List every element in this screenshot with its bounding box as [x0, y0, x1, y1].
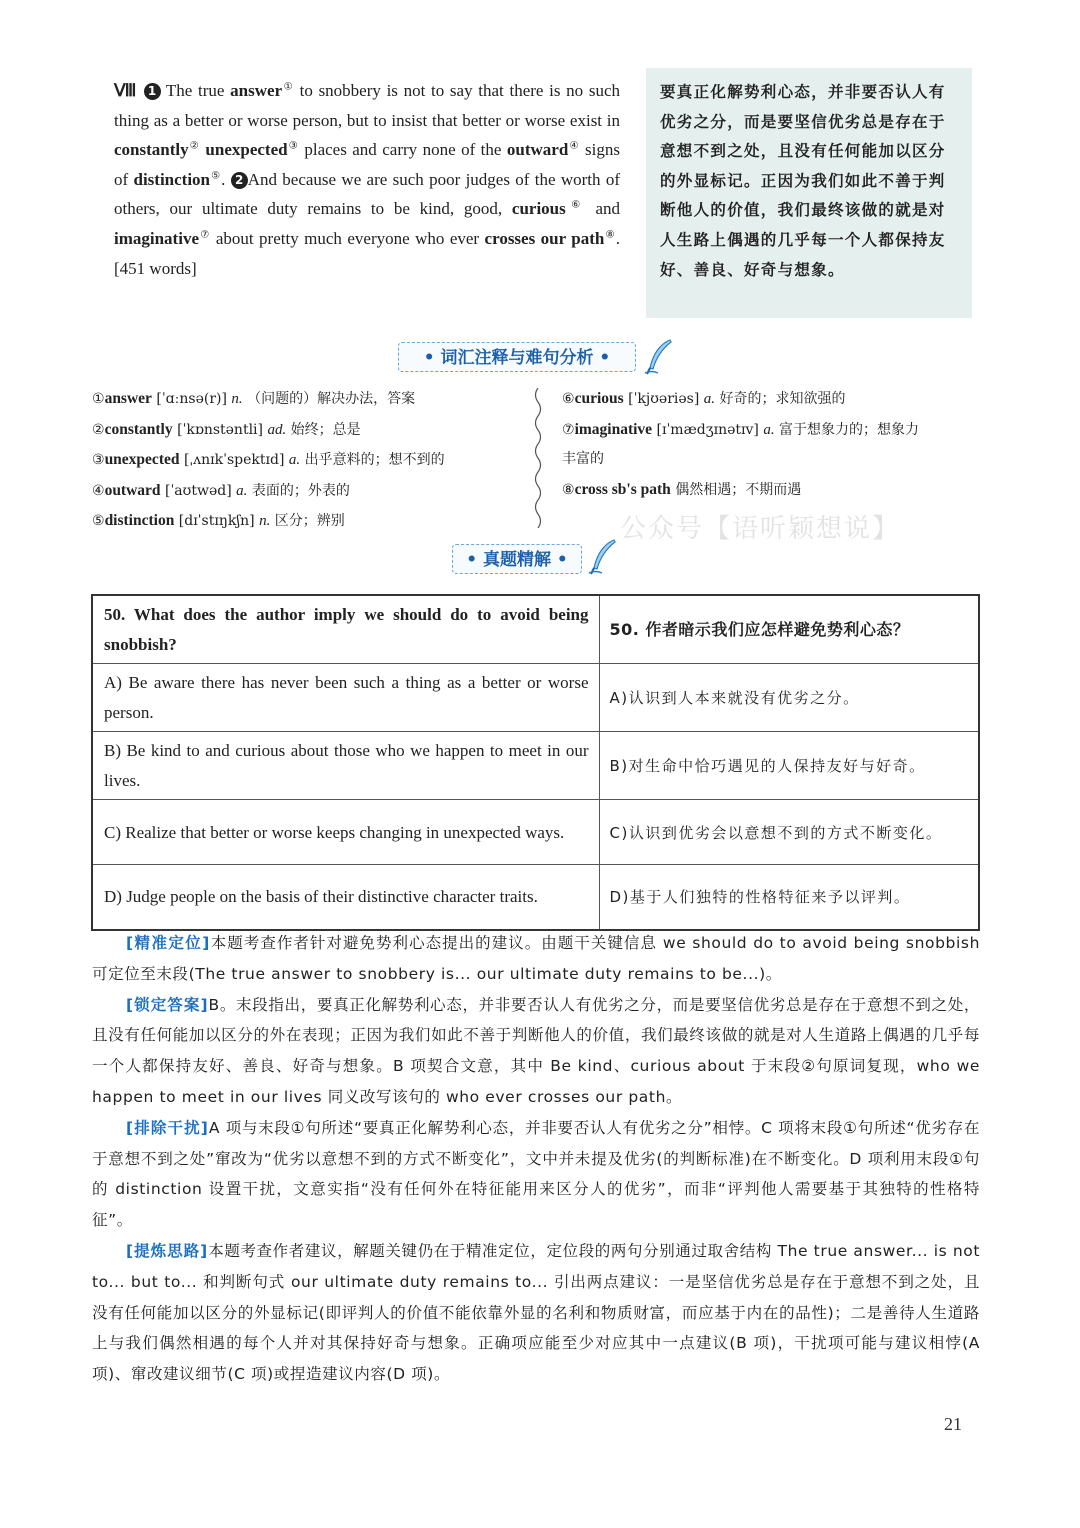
note-ref: ③ — [287, 140, 299, 152]
vocab-definition: （问题的）解决办法，答案 — [247, 391, 416, 407]
vocab-part-of-speech: a. — [236, 482, 248, 499]
keyword-answer: answer — [230, 81, 283, 100]
wavy-divider — [532, 388, 544, 528]
option-b-zh: B)对生命中恰巧遇见的人保持友好与好奇。 — [599, 732, 979, 800]
analysis-paragraph — [92, 1236, 980, 1390]
section-marker: Ⅷ — [114, 81, 138, 100]
vocab-number: ② — [92, 421, 105, 438]
vocab-word: cross sb's path — [574, 480, 671, 498]
table-row — [92, 865, 979, 930]
question-zh: 50. 作者暗示我们应怎样避免势利心态？ — [599, 595, 979, 664]
vocab-part-of-speech: a. — [288, 452, 301, 468]
feather-pen-icon — [588, 538, 618, 576]
vocab-definition: 表面的；外表的 — [251, 482, 350, 499]
option-a-zh: A)认识到人本来就没有优劣之分。 — [599, 664, 979, 732]
page-number: 21 — [944, 1414, 962, 1434]
watermark: 公众号【语听颖想说】 — [620, 514, 901, 544]
vocab-word: unexpected — [104, 451, 180, 468]
feather-pen-icon — [644, 338, 674, 376]
vocab-entry — [562, 445, 919, 475]
vocab-list-right — [562, 384, 919, 505]
passage-text: The true — [165, 81, 231, 100]
sentence-marker-1: 1 — [144, 83, 161, 100]
note-ref: ⑤ — [210, 170, 222, 182]
vocab-phonetic: [ˈkjʊəriəs] — [628, 391, 700, 407]
vocab-phonetic: [ɪˈmædʒɪnətɪv] — [656, 421, 759, 438]
table-row — [92, 664, 979, 732]
vocab-number: ⑤ — [92, 513, 105, 529]
option-d-zh: D)基于人们独特的性格特征来予以评判。 — [599, 865, 979, 930]
note-ref: ⑧ — [604, 229, 616, 241]
tag-answer: [锁定答案] — [126, 995, 209, 1014]
vocab-entry — [562, 384, 919, 415]
vocab-definition: 偶然相遇；不期而遇 — [675, 481, 802, 498]
note-ref: ① — [282, 81, 294, 93]
vocab-word: answer — [104, 390, 152, 407]
passage-text: about pretty much everyone who ever — [210, 228, 485, 248]
tag-locate: [精准定位] — [126, 934, 211, 952]
vocab-part-of-speech: n. — [259, 513, 271, 529]
vocab-entry — [562, 475, 919, 506]
vocab-section-header: • 词汇注释与难句分析 • — [398, 342, 636, 372]
keyword-unexpected: unexpected — [205, 140, 288, 160]
vocab-number: ③ — [92, 452, 105, 468]
passage-paragraph — [114, 76, 620, 283]
vocab-number: ⑦ — [562, 421, 575, 438]
keyword-outward: outward — [506, 140, 569, 160]
vocab-word: imaginative — [574, 420, 653, 438]
translation-box: 要真正化解势利心态，并非要否认人有优劣之分，而是要坚信优劣总是存在于意想不到之处，且没有任何能加以区分的外显标记。正因为我们如此不善于判断他人的价值，我们最终该做的就是对人生路上偶遇的几乎每一个人都保持友好、善良、好奇与想象。 — [646, 68, 972, 318]
vocab-definition: 区分；辨别 — [274, 513, 345, 529]
vocab-entry — [92, 415, 445, 446]
keyword-constantly: constantly — [114, 140, 189, 160]
note-ref: ④ — [568, 140, 580, 152]
vocab-entry — [562, 415, 919, 446]
analysis-section — [92, 928, 980, 1390]
keyword-curious: curious — [511, 199, 566, 219]
vocab-definition: 出乎意料的；想不到的 — [304, 452, 445, 468]
vocab-part-of-speech: ad. — [267, 421, 287, 438]
vocab-number: ⑥ — [562, 391, 575, 407]
question-table — [91, 594, 980, 931]
analysis-text: A 项与末段①句所述“要真正化解势利心态，并非要否认人有优劣之分”相悖。C 项将末段①句所述“优劣存在于意想不到之处”窜改为“优劣以意想不到的方式不断变化”，文中并未提及优劣(的判断标准)在不断变化。D 项利用末段①句的 distinction 设置干扰，文意实指“没有任何外在特征能用来区分人的优劣”，而非“评判他人需要基于其独特的性格特征”。 — [92, 1118, 981, 1230]
passage-text: to snobbery is not to say that there is no such thing as a better or worse person, but to insist that better or worse exist in — [114, 81, 621, 130]
table-row — [92, 800, 979, 865]
note-ref: ⑦ — [199, 229, 211, 241]
passage-text: And because we are such poor judges of the worth of others, our ultimate duty remains to be kind, good, — [114, 169, 621, 219]
note-ref: ⑥ — [565, 199, 586, 211]
vocab-entry — [92, 384, 445, 415]
table-row — [92, 595, 979, 664]
analysis-paragraph — [92, 928, 980, 990]
vocab-word: distinction — [104, 512, 175, 529]
note-ref: ② — [188, 140, 200, 152]
table-row — [92, 732, 979, 800]
vocab-definition: 丰富的 — [562, 451, 604, 467]
vocab-entry — [92, 476, 445, 507]
vocab-entry — [92, 445, 445, 476]
option-b-en: B) Be kind to and curious about those who we happen to meet in our lives. — [92, 732, 599, 800]
passage-text: . [451 words] — [114, 228, 620, 278]
analysis-paragraph — [92, 990, 980, 1113]
vocab-entry — [92, 506, 445, 537]
vocab-part-of-speech: a. — [703, 391, 716, 407]
analysis-text: 本题考查作者针对避免势利心态提出的建议。由题干关键信息 we should do to avoid being snobbish 可定位至末段(The true answer to snobbery is... our ultimate duty remains to be...)。 — [92, 934, 981, 983]
vocab-number: ⑧ — [562, 481, 575, 498]
passage-text: and — [585, 199, 621, 219]
vocab-definition: 富于想象力的；想象力 — [779, 421, 920, 438]
keyword-imaginative: imaginative — [114, 228, 199, 248]
passage-text: places and carry none of the — [298, 140, 507, 160]
vocab-number: ① — [92, 391, 105, 407]
vocab-word: curious — [574, 390, 624, 407]
vocab-word: outward — [104, 481, 161, 499]
sentence-marker-2: 2 — [231, 172, 248, 189]
vocab-phonetic: [ˈɑːnsə(r)] — [156, 391, 227, 407]
keyword-distinction: distinction — [133, 169, 211, 189]
vocab-word: constantly — [104, 420, 173, 438]
tag-refine: [提炼思路] — [126, 1241, 209, 1260]
vocab-list-left — [92, 384, 445, 537]
vocab-phonetic: [ˈkɒnstəntli] — [177, 421, 263, 438]
analysis-text: B。末段指出，要真正化解势利心态，并非要否认人有优劣之分，而是要坚信优劣总是存在于意想不到之处，且没有任何能加以区分的外在表现；正因为我们如此不善于判断他人的价值，我们最终该做的就是对人生道路上偶遇的几乎每一个人都保持友好、善良、好奇与想象。B 项契合文意，其中 Be kind、curious about 于末段②句原词复现，who we happen to meet in our lives 同义改写该句的 who ever crosses our path。 — [92, 995, 981, 1106]
keyword-crosses-our-path: crosses our path — [484, 228, 605, 248]
vocab-definition: 始终；总是 — [290, 421, 361, 438]
analysis-text: 本题考查作者建议，解题关键仍在于精准定位，定位段的两句分别通过取舍结构 The true answer... is not to... but to... 和判断句式 our ultimate duty remains to... 引出两点建议：一是坚信优劣总是存在于意想不到之处，且没有任何能加以区分的外显标记(即评判人的价值不能依靠外显的名利和物质财富，而应基于内在的品性)；二是善待人生道路上与我们偶然相遇的每个人并对其保持好奇与想象。正确项应能至少对应其中一点建议(B 项)，干扰项可能与建议相悖(A 项)、窜改建议细节(C 项)或捏造建议内容(D 项)。 — [92, 1241, 981, 1384]
vocab-phonetic: [ˌʌnɪkˈspektɪd] — [183, 452, 285, 468]
vocab-part-of-speech: n. — [231, 391, 243, 407]
vocab-definition: 好奇的；求知欲强的 — [719, 391, 846, 407]
passage-text: . — [221, 169, 231, 189]
option-d-en: D) Judge people on the basis of their distinctive character traits. — [92, 865, 599, 930]
analysis-paragraph — [92, 1113, 980, 1236]
option-c-zh: C)认识到优劣会以意想不到的方式不断变化。 — [599, 800, 979, 865]
vocab-phonetic: [ˈaʊtwəd] — [165, 482, 232, 499]
vocab-phonetic: [dɪˈstɪŋkʃn] — [178, 513, 255, 529]
question-en: 50. What does the author imply we should do to avoid being snobbish? — [92, 595, 599, 664]
tag-eliminate: [排除干扰] — [126, 1118, 209, 1137]
option-c-en: C) Realize that better or worse keeps changing in unexpected ways. — [92, 800, 599, 865]
passage-text: signs of — [114, 140, 621, 189]
vocab-number: ④ — [92, 482, 105, 499]
vocab-part-of-speech: a. — [763, 421, 775, 438]
exam-section-header: • 真题精解 • — [452, 544, 582, 574]
option-a-en: A) Be aware there has never been such a thing as a better or worse person. — [92, 664, 599, 732]
